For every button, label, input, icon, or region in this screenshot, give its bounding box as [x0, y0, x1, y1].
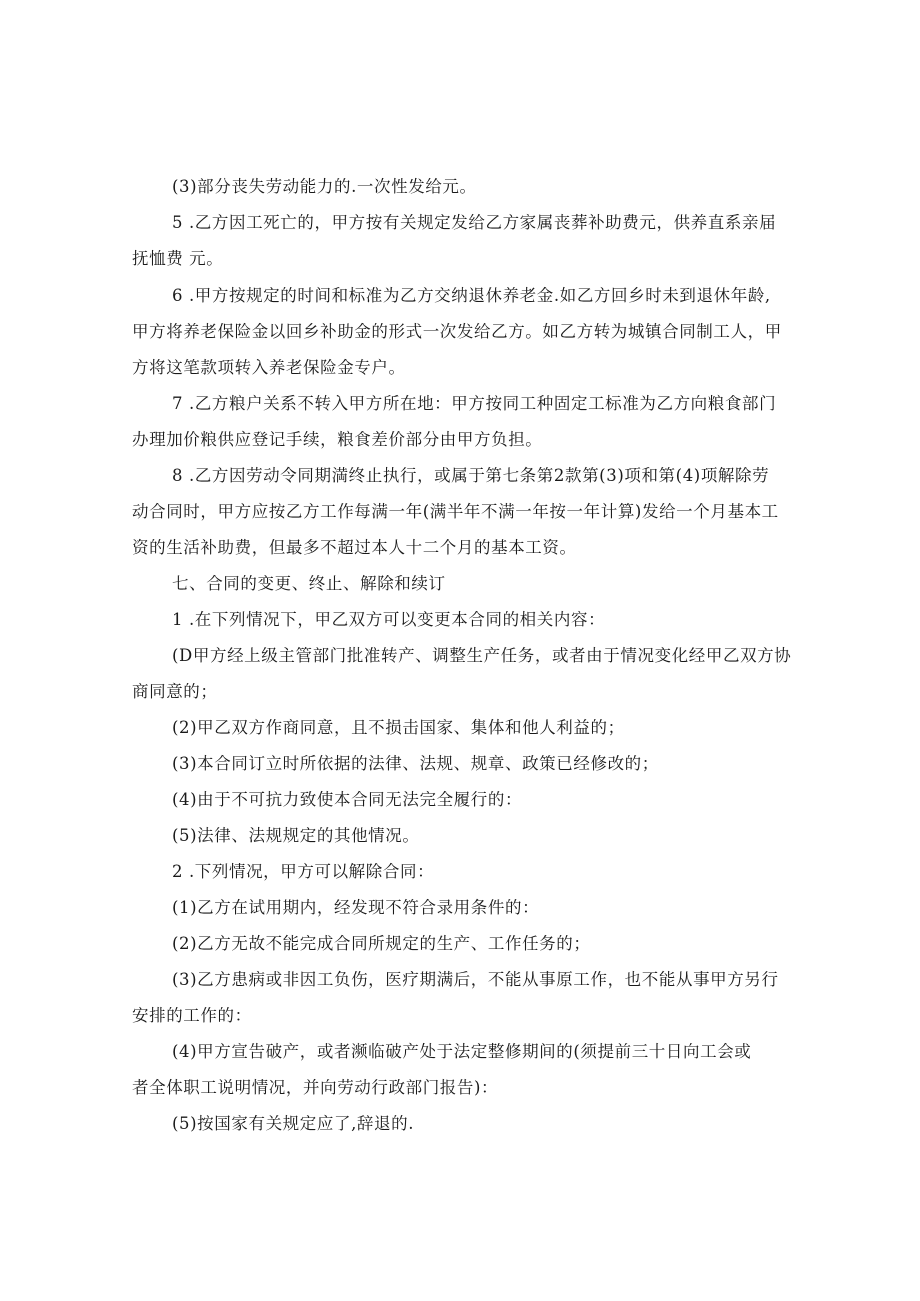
paragraph-line: (4)甲方宣告破产，或者濒临破产处于法定整修期间的(须提前三十日向工会或 [172, 1042, 752, 1061]
paragraph-line: 方将这笔款项转入养老保险金专户。 [132, 358, 406, 377]
paragraph-line: (2)甲乙双方作商同意，且不损击国家、集体和他人利益的； [172, 718, 625, 737]
paragraph-line: 抚恤费 元。 [132, 249, 224, 268]
paragraph-line: 5 .乙方因工死亡的，甲方按有关规定发给乙方家属丧葬补助费元，供养直系亲届 [172, 213, 777, 232]
paragraph-line: 6 .甲方按规定的时间和标准为乙方交纳退休养老金.如乙方回乡时未到退休年龄, [172, 286, 771, 305]
paragraph-line: 安排的工作的： [132, 1006, 252, 1025]
paragraph-line: 商同意的； [132, 682, 218, 701]
paragraph-line: (5)法律、法规规定的其他情况。 [172, 826, 420, 845]
paragraph-line: (1)乙方在试用期内，经发现不符合录用条件的： [172, 898, 540, 917]
paragraph-line: (5)按国家有关规定应了,辞退的. [172, 1114, 415, 1133]
paragraph-line: 1 .在下列情况下，甲乙双方可以变更本合同的相关内容： [172, 610, 606, 629]
paragraph-line: (D甲方经上级主管部门批准转产、调整生产任务，或者由于情况变化经甲乙双方协 [172, 646, 792, 665]
section-heading: 七、合同的变更、终止、解除和续订 [172, 574, 446, 593]
paragraph-line: 2 .下列情况，甲方可以解除合同： [172, 862, 435, 881]
paragraph-line: (3)部分丧失劳动能力的.一次性发给元。 [172, 177, 477, 196]
paragraph-line: (4)由于不可抗力致使本合同无法完全履行的： [172, 790, 523, 809]
paragraph-line: 甲方将养老保险金以回乡补助金的形式一次发给乙方。如乙方转为城镇合同制工人，甲 [132, 322, 782, 341]
paragraph-line: 8 .乙方因劳动令同期満终止执行，或属于第七条第2款第(3)项和第(4)项解除劳 [172, 466, 770, 485]
paragraph-line: 7 .乙方粮户关系不转入甲方所在地：甲方按同工种固定工标准为乙方向粮食部门 [172, 394, 777, 413]
paragraph-line: 办理加价粮供应登记手续，粮食差价部分由甲方负担。 [132, 430, 543, 449]
paragraph-line: (3)乙方患病或非因工负伤，医疗期满后，不能从事原工作，也不能从事甲方另行 [172, 970, 779, 989]
paragraph-line: (2)乙方无故不能完成合同所规定的生产、工作任务的； [172, 934, 591, 953]
paragraph-line: 者全体职工说明情况，并向劳动行政部门报告)： [132, 1078, 499, 1097]
paragraph-line: 资的生活补助费，但最多不超过本人十二个月的基本工资。 [132, 538, 577, 557]
paragraph-line: (3)本合同订立时所依据的法律、法规、规章、政策已经修改的； [172, 754, 659, 773]
paragraph-line: 动合同时，甲方应按乙方工作每满一年(满半年不满一年按一年计算)发给一个月基本工 [132, 502, 779, 521]
